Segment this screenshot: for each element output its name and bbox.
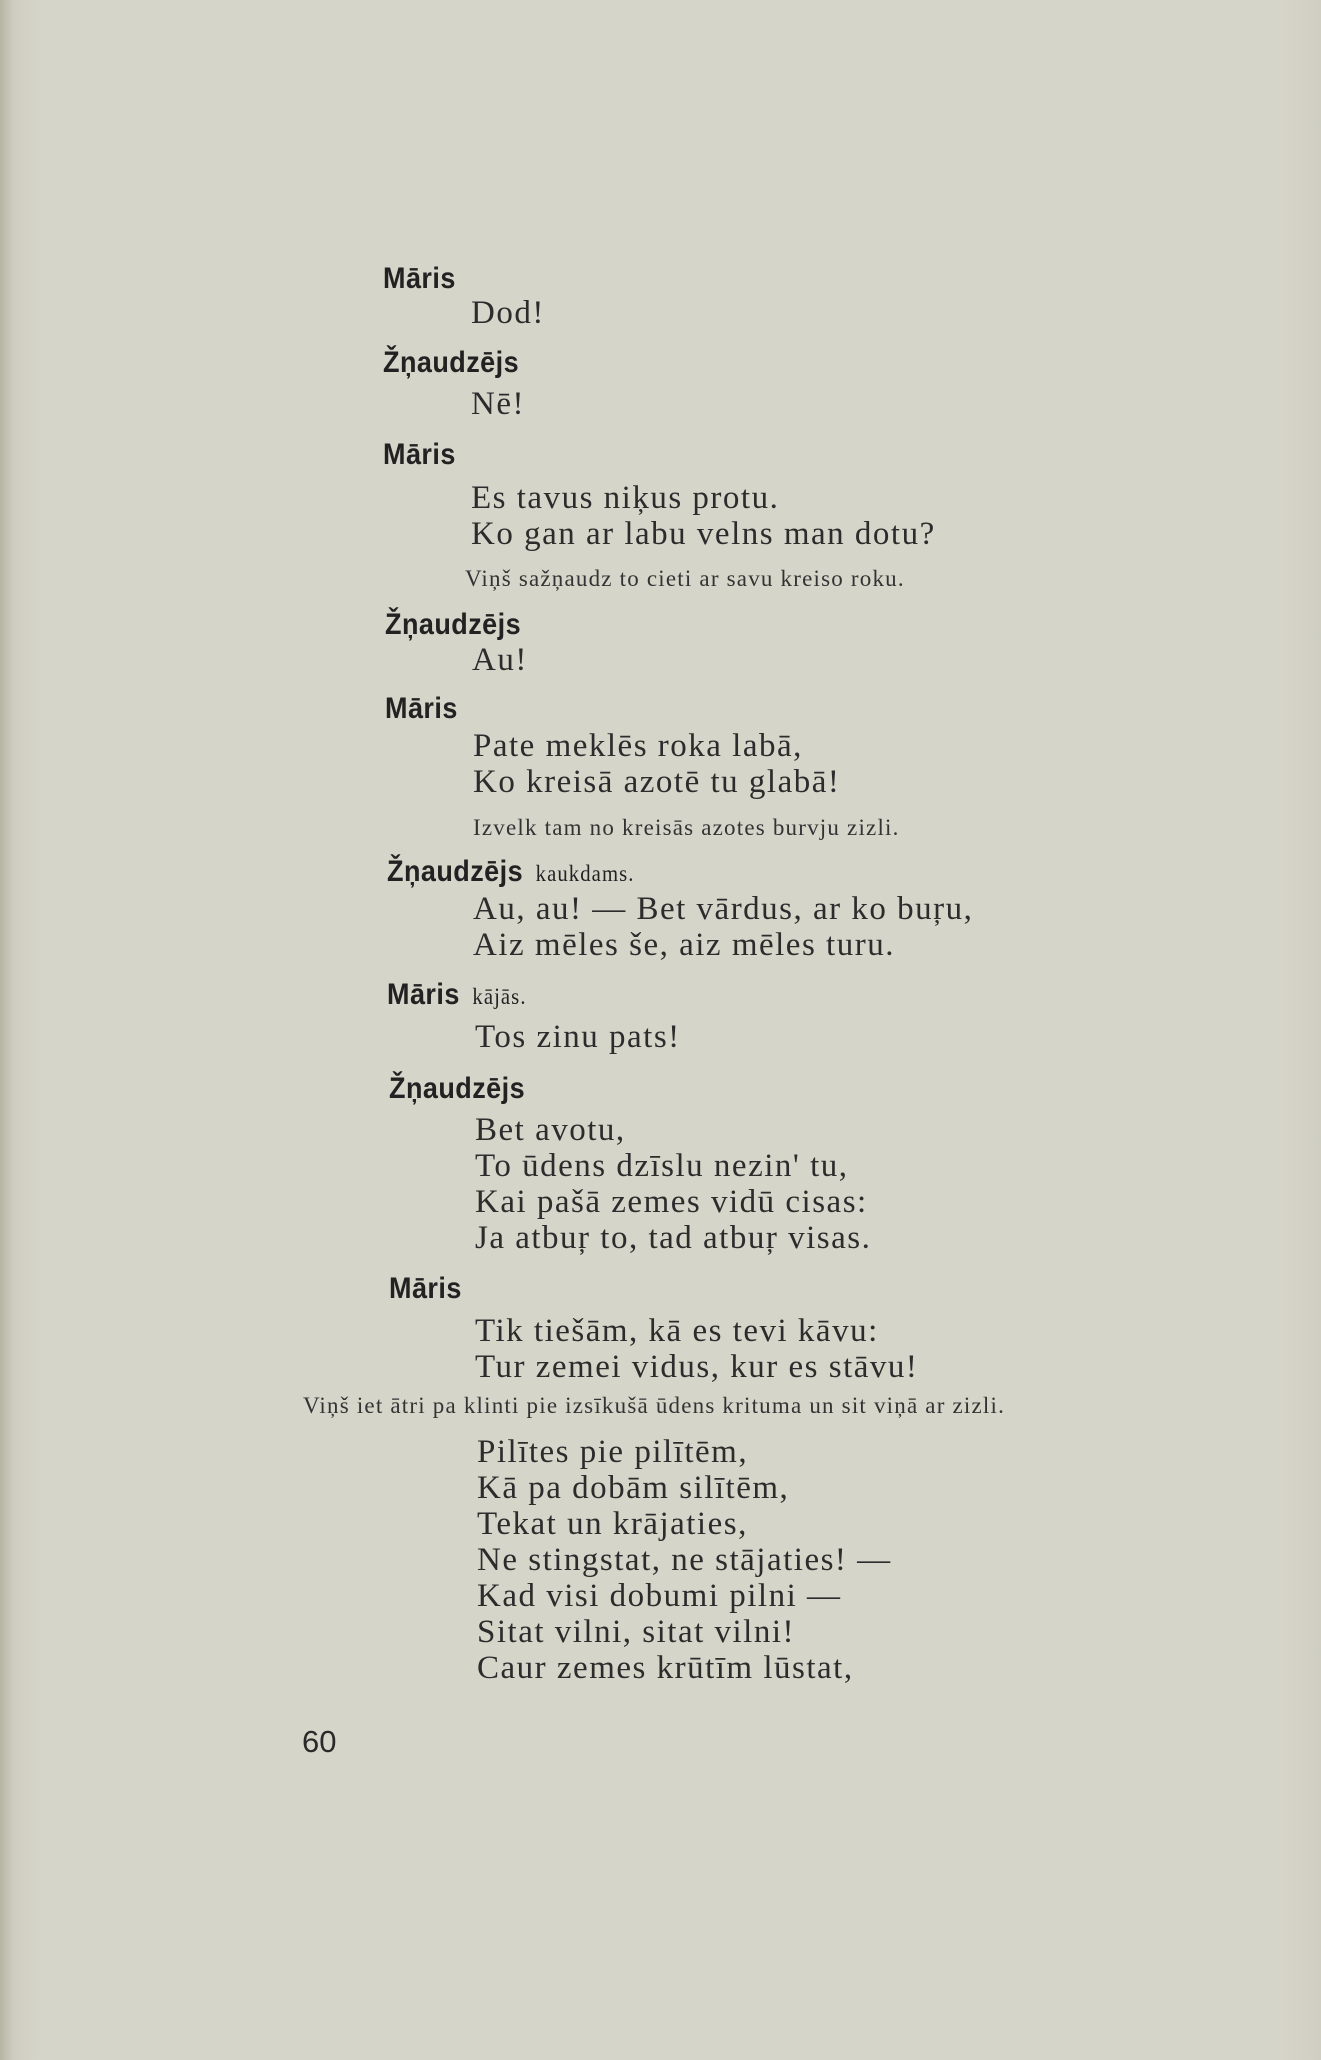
page-number: 60: [302, 1724, 337, 1759]
speaker-name: Māris: [385, 692, 458, 725]
verse-line: Kad visi dobumi pilni —: [477, 1578, 842, 1614]
verse-line: Aiz mēles še, aiz mēles turu.: [473, 927, 895, 963]
verse-line: Tekat un krājaties,: [477, 1506, 748, 1542]
speaker-label: Māris: [387, 978, 460, 1011]
verse-line: Ja atbuŗ to, tad atbuŗ visas.: [475, 1220, 872, 1256]
speaker-name: Māris: [389, 1272, 462, 1305]
stage-note: kājās.: [472, 984, 527, 1009]
speaker-name: [387, 855, 635, 889]
speaker-name: Žņaudzējs: [385, 608, 522, 641]
verse-line: Dod!: [471, 295, 545, 331]
speaker-name: Žņaudzējs: [389, 1072, 526, 1105]
verse-line: Tos zinu pats!: [475, 1019, 681, 1055]
speaker-label: Žņaudzējs: [387, 855, 524, 888]
verse-line: Es tavus niķus protu.: [471, 480, 780, 516]
verse-line: Kā pa dobām silītēm,: [477, 1470, 790, 1506]
verse-line: Caur zemes krūtīm lūstat,: [477, 1650, 854, 1686]
verse-line: Pate meklēs roka labā,: [473, 728, 803, 764]
stage-direction: Izvelk tam no kreisās azotes burvju zizli.: [473, 815, 900, 840]
speaker-name: Māris: [383, 438, 456, 471]
verse-line: Pilītes pie pilītēm,: [477, 1434, 749, 1470]
stage-direction: Viņš sažņaudz to cieti ar savu kreiso roku.: [465, 566, 905, 591]
verse-line: To ūdens dzīslu nezin' tu,: [475, 1148, 849, 1184]
verse-line: Au!: [472, 642, 528, 678]
verse-line: Ko gan ar labu velns man dotu?: [471, 516, 936, 552]
verse-line: Sitat vilni, sitat vilni!: [477, 1614, 795, 1650]
verse-line: Tur zemei vidus, kur es stāvu!: [475, 1349, 919, 1385]
verse-line: Ne stingstat, ne stājaties! —: [477, 1542, 892, 1578]
speaker-name: Žņaudzējs: [383, 346, 520, 379]
verse-line: Nē!: [471, 386, 525, 422]
verse-line: Kai pašā zemes vidū cisas:: [475, 1184, 868, 1220]
verse-line: Au, au! — Bet vārdus, ar ko buŗu,: [473, 891, 974, 927]
verse-line: Tik tiešām, kā es tevi kāvu:: [475, 1313, 879, 1349]
speaker-name: Māris: [383, 262, 456, 295]
verse-line: Bet avotu,: [475, 1112, 626, 1148]
stage-note: kaukdams.: [535, 861, 635, 886]
speaker-name: [387, 978, 527, 1012]
stage-direction: Viņš iet ātri pa klinti pie izsīkušā ūdens krituma un sit viņā ar zizli.: [303, 1393, 1006, 1418]
verse-line: Ko kreisā azotē tu glabā!: [473, 764, 841, 800]
